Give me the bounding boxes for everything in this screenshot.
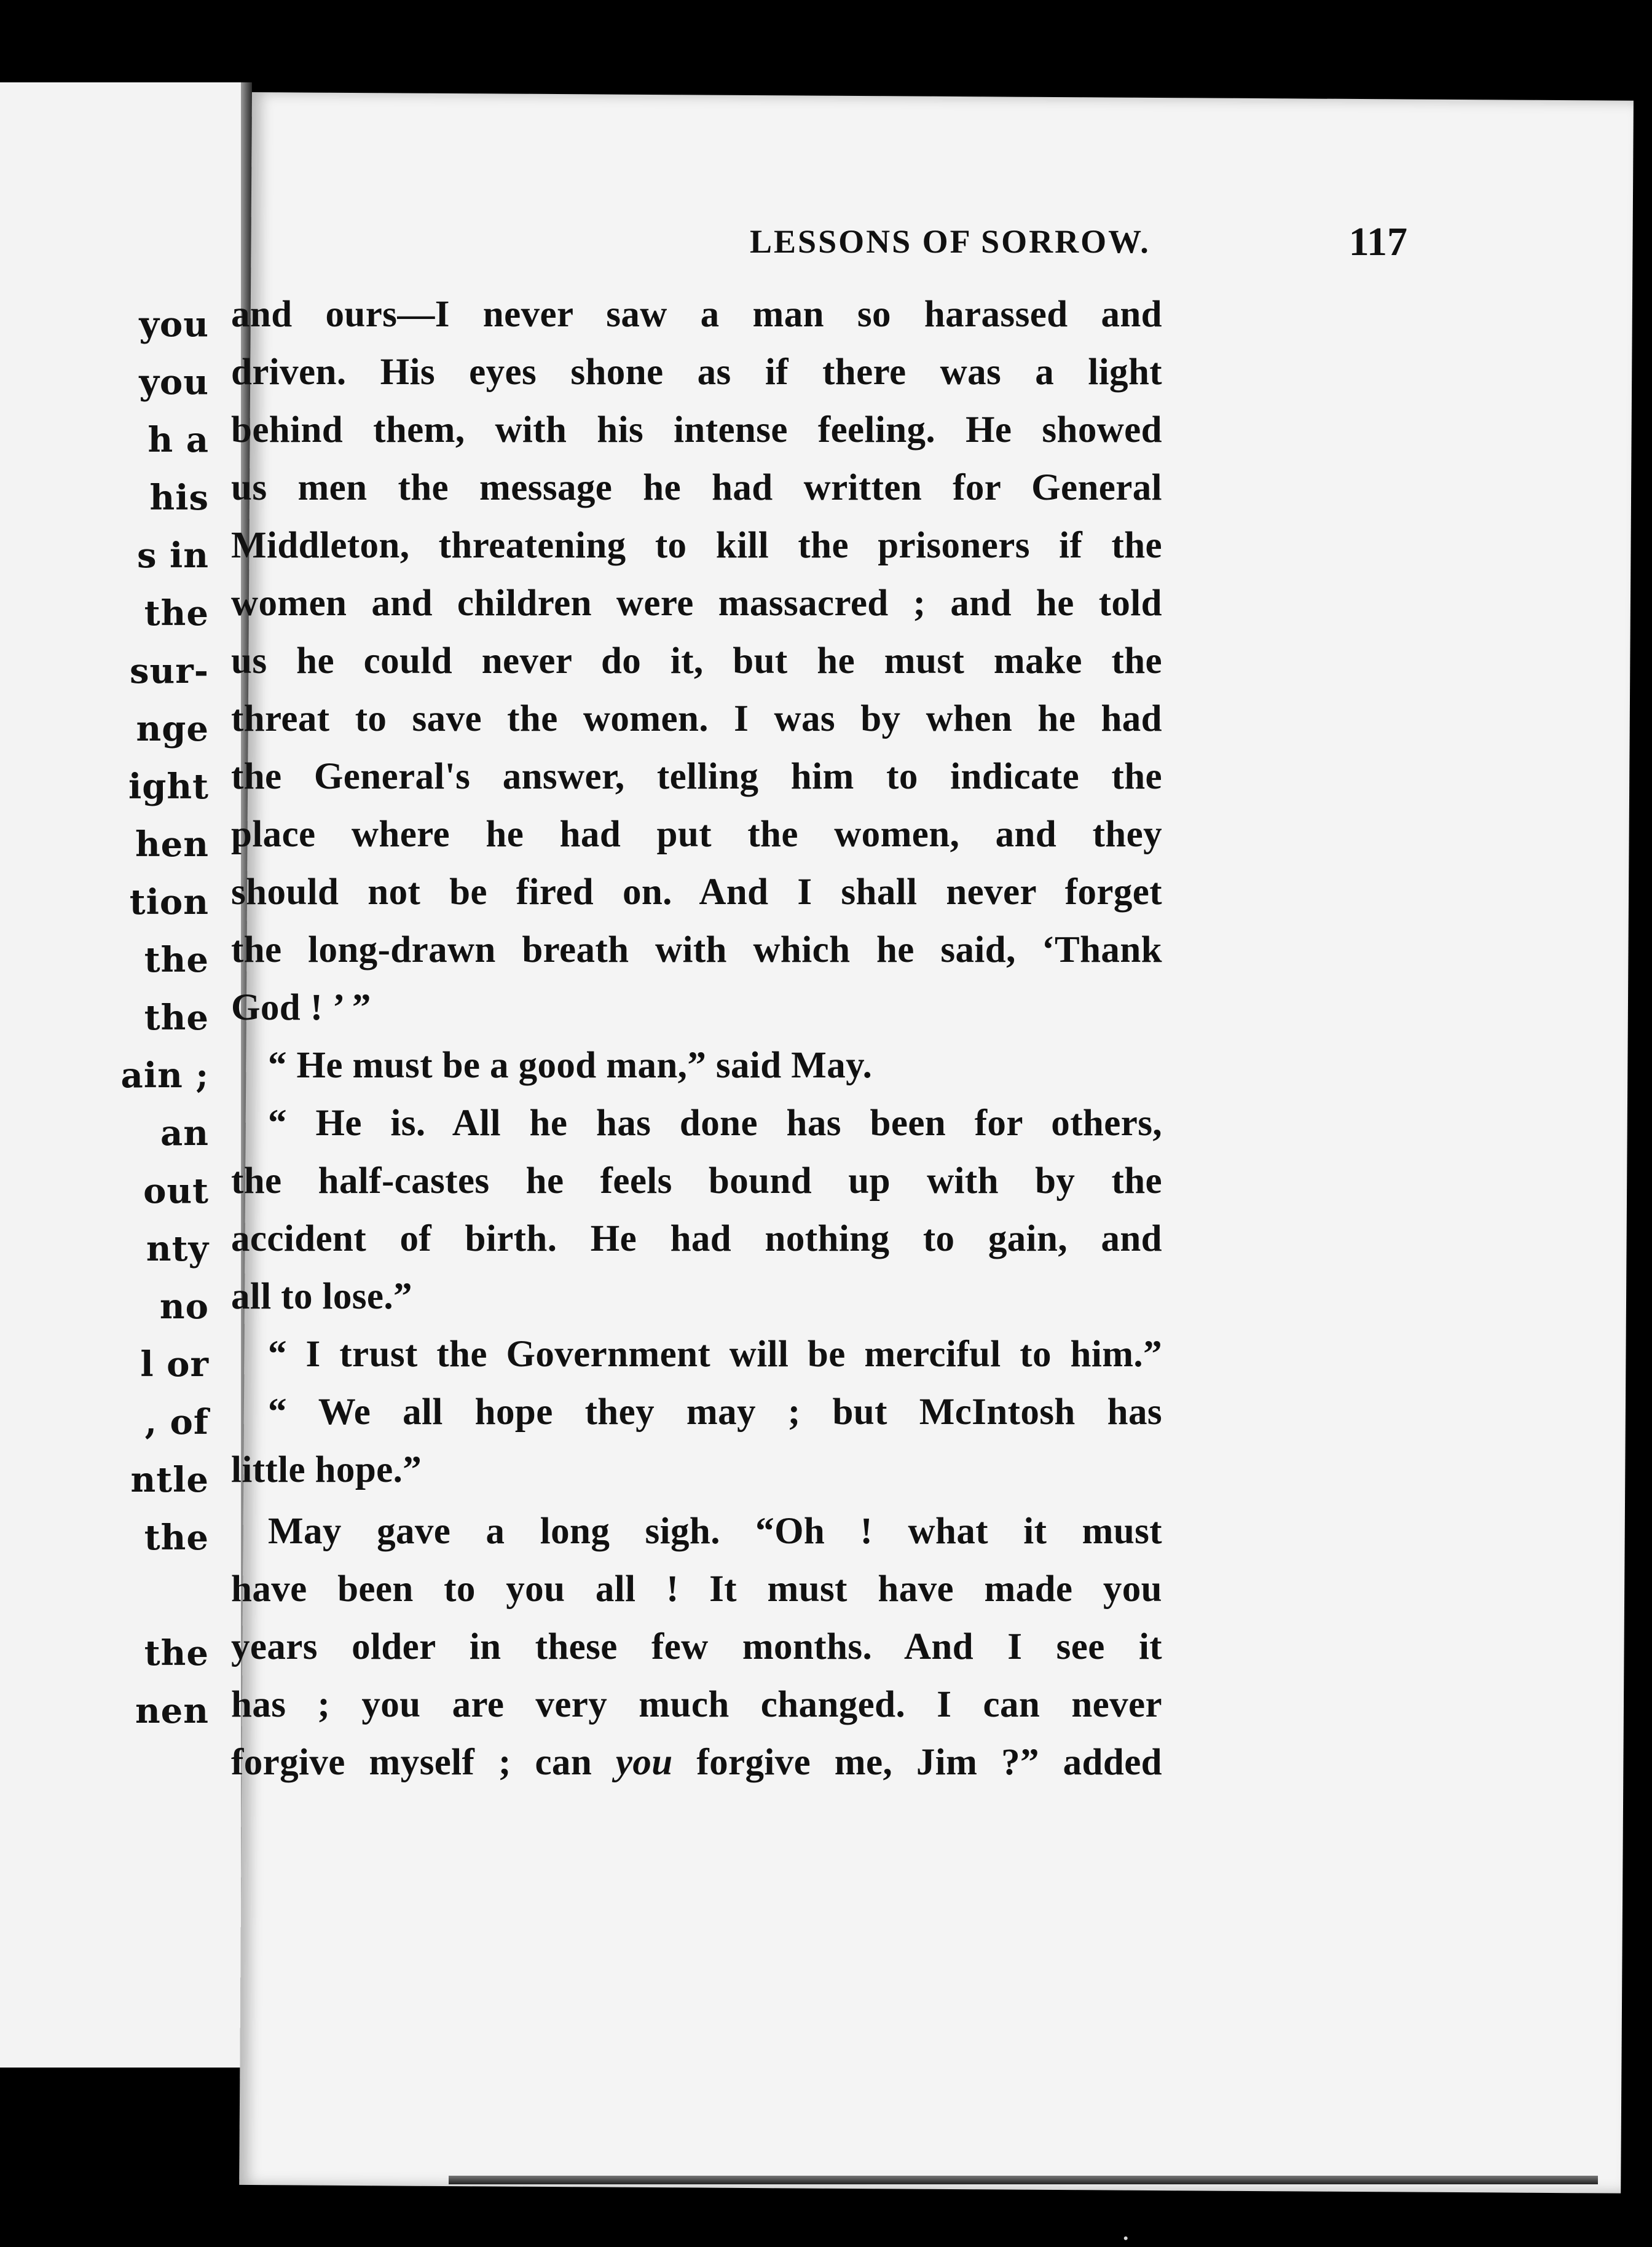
left-page-fragment: hen [135, 824, 209, 865]
text-line: the long-drawn breath with which he said, ‘Thank [231, 929, 1162, 970]
text-line: driven. His eyes shone as if there was a light [231, 352, 1162, 393]
left-page-fragment: ntle [130, 1460, 209, 1500]
left-page-fragment: l or [140, 1344, 209, 1385]
left-page-fragment: no [159, 1286, 209, 1327]
text-line: us he could never do it, but he must make the [231, 640, 1162, 682]
text-line: should not be fired on. And I shall never forget [231, 872, 1162, 913]
text-line: Middleton, threatening to kill the prisoners if the [231, 525, 1162, 566]
left-page [0, 82, 246, 2068]
left-page-fragment: you [139, 362, 209, 403]
emphasis-text: you [615, 1742, 673, 1783]
left-page-fragment: nge [136, 709, 209, 749]
text-line: “ He is. All he has done has been for others, [268, 1103, 1162, 1144]
text-line: and ours—I never saw a man so harassed and [231, 294, 1162, 335]
left-page-fragment: ain ; [120, 1055, 209, 1096]
text-line: place where he had put the women, and they [231, 814, 1162, 855]
text-line-final [231, 1734, 1162, 1792]
left-page-fragment: h a [148, 420, 209, 460]
page-number: 117 [1348, 219, 1407, 264]
text-line: have been to you all ! It must have made you [231, 1568, 1162, 1610]
left-page-fragment: an [160, 1113, 209, 1154]
left-page-fragment: tion [129, 882, 209, 923]
left-page-fragment: , of [144, 1402, 209, 1442]
text-line: little hope.” [231, 1449, 422, 1490]
paper-speck [1124, 2237, 1128, 2240]
running-title: LESSONS OF SORROW. [750, 223, 1150, 260]
left-page-fragment: out [143, 1171, 209, 1211]
left-page-fragment: s in [136, 535, 209, 576]
running-head [498, 219, 1407, 272]
left-page-fragment: the [144, 1633, 209, 1674]
page-bottom-edge [449, 2176, 1598, 2184]
text-line: behind them, with his intense feeling. He showed [231, 409, 1162, 451]
text-line: God ! ’ ” [231, 987, 371, 1028]
left-page-fragment: you [139, 304, 209, 345]
text-line: all to lose.” [231, 1276, 412, 1317]
text-line: has ; you are very much changed. I can never [231, 1684, 1162, 1725]
left-page-fragment: ight [128, 766, 209, 807]
text-line: “ He must be a good man,” said May. [268, 1045, 873, 1086]
text-line: accident of birth. He had nothing to gain, and [231, 1218, 1162, 1259]
text-line: threat to save the women. I was by when he had [231, 698, 1162, 739]
text-line: “ We all hope they may ; but McIntosh has [268, 1391, 1162, 1433]
text-line: women and children were massacred ; and he told [231, 583, 1162, 624]
left-page-fragment: the [144, 1517, 209, 1558]
text-line: “ I trust the Government will be merciful to him.” [268, 1334, 1162, 1375]
left-page-fragment: sur- [130, 651, 209, 691]
left-page-fragment: the [144, 593, 209, 634]
left-page-fragment: his [149, 478, 209, 518]
left-page-fragment: the [144, 998, 209, 1038]
text-line: the half-castes he feels bound up with by the [231, 1160, 1162, 1202]
text-run: forgive me, Jim ?” added [672, 1742, 1162, 1783]
text-line: the General's answer, telling him to indicate the [231, 756, 1162, 797]
text-line: us men the message he had written for General [231, 467, 1162, 508]
text-run: forgive myself ; can [231, 1742, 616, 1783]
text-line: May gave a long sigh. “Oh ! what it must [268, 1511, 1162, 1552]
left-page-fragment: the [144, 940, 209, 980]
body-text [231, 286, 1162, 1792]
text-line: years older in these few months. And I see it [231, 1626, 1162, 1667]
left-page-fragment: nty [146, 1229, 209, 1269]
left-page-fragment: nen [135, 1691, 209, 1731]
